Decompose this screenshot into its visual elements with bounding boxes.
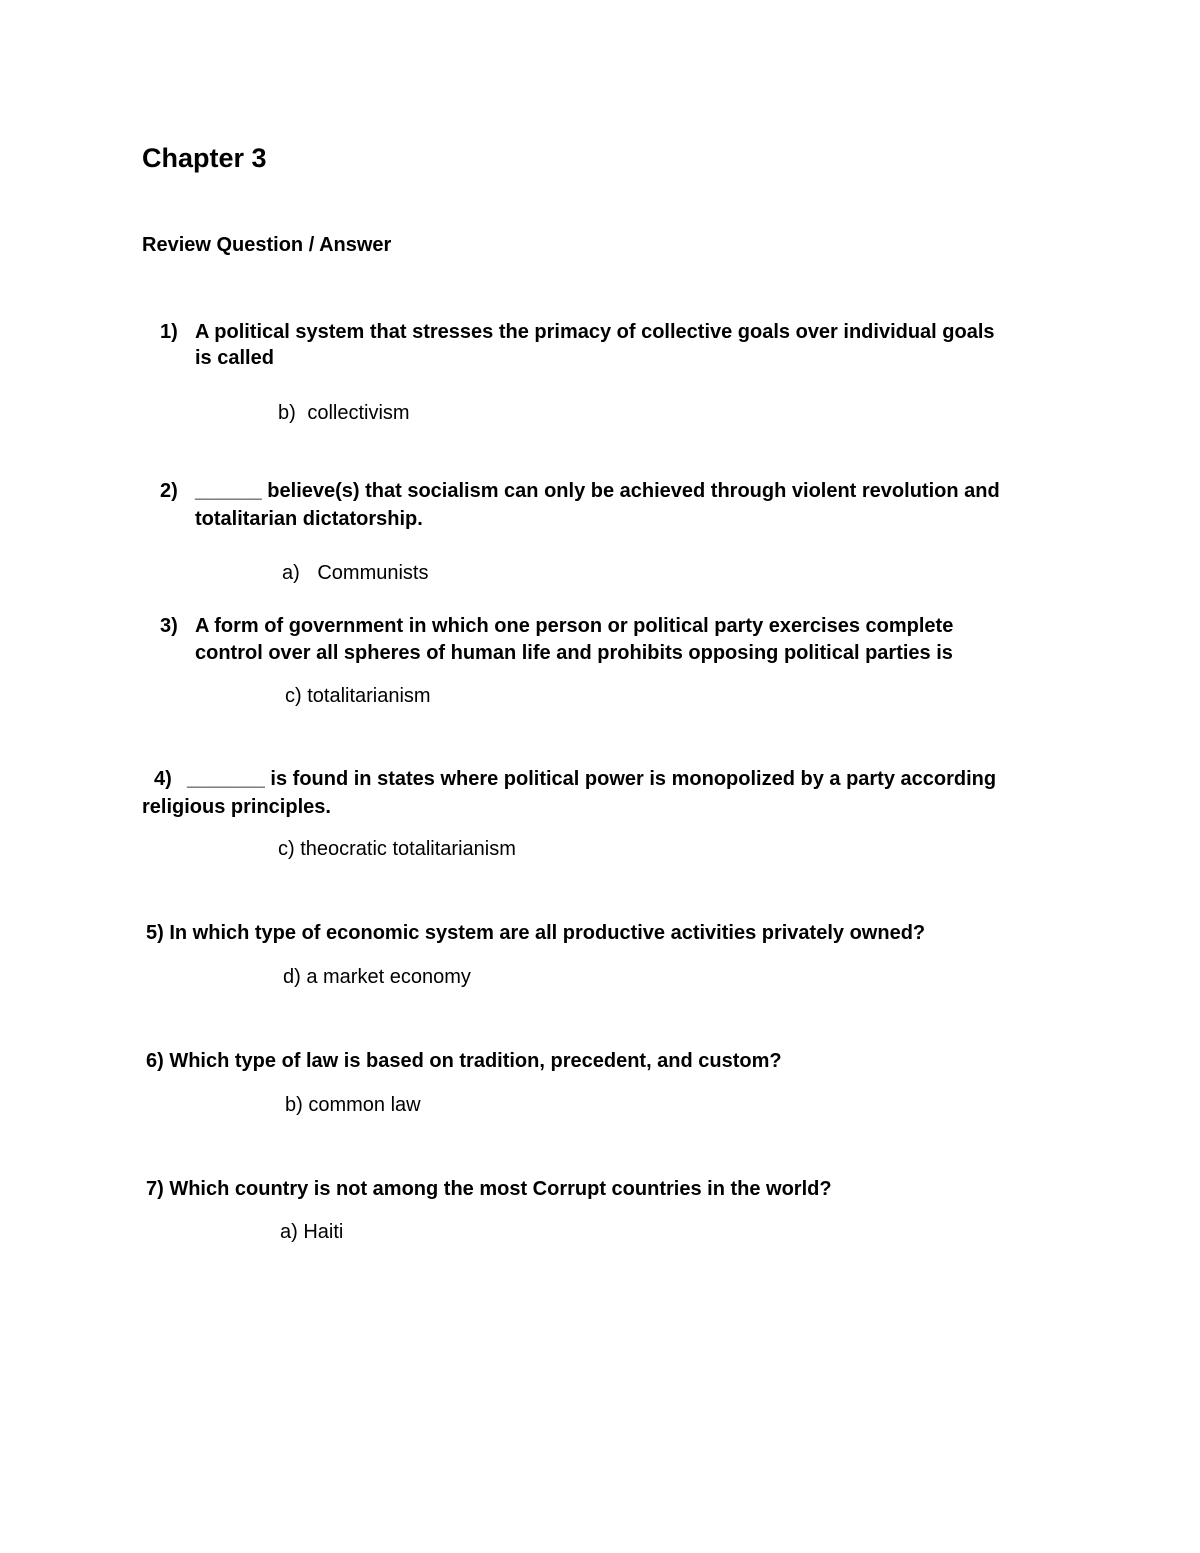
question-5: 5) In which type of economic system are all productive activities privately owned? bbox=[146, 922, 926, 944]
answer-6: b) common law bbox=[285, 1094, 421, 1116]
question-number: 3) bbox=[160, 615, 178, 637]
question-text-line: totalitarian dictatorship. bbox=[195, 508, 423, 530]
question-text-line: is called bbox=[195, 347, 274, 369]
answer-3: c) totalitarianism bbox=[285, 685, 431, 707]
answer-4: c) theocratic totalitarianism bbox=[278, 838, 516, 860]
question-2 bbox=[160, 478, 1080, 532]
question-text-line: A form of government in which one person or political party exercises complete bbox=[195, 615, 954, 637]
question-text-line: _______ is found in states where political power is monopolized by a party according bbox=[187, 768, 997, 790]
answer-text: Communists bbox=[317, 562, 429, 584]
answer-letter: b) bbox=[278, 402, 296, 424]
question-number: 2) bbox=[160, 480, 178, 502]
question-6: 6) Which type of law is based on tradition, precedent, and custom? bbox=[146, 1050, 782, 1072]
question-4 bbox=[142, 766, 1082, 820]
chapter-title: Chapter 3 bbox=[142, 143, 267, 173]
question-1 bbox=[160, 319, 1080, 373]
question-text-line: ______ believe(s) that socialism can only be achieved through violent revolution and bbox=[195, 480, 1000, 502]
question-text-line: A political system that stresses the primacy of collective goals over individual goals bbox=[195, 321, 995, 343]
answer-5: d) a market economy bbox=[283, 966, 471, 988]
question-number: 1) bbox=[160, 321, 178, 343]
answer-1 bbox=[278, 401, 410, 425]
answer-text: collectivism bbox=[307, 402, 410, 424]
answer-2 bbox=[282, 561, 429, 585]
answer-letter: a) bbox=[282, 562, 300, 584]
question-7: 7) Which country is not among the most Corrupt countries in the world? bbox=[146, 1178, 832, 1200]
question-text-line: religious principles. bbox=[142, 796, 331, 818]
section-subtitle: Review Question / Answer bbox=[142, 234, 392, 256]
answer-7: a) Haiti bbox=[280, 1221, 344, 1243]
question-number: 4) bbox=[154, 768, 172, 790]
question-3 bbox=[160, 613, 1080, 667]
question-text-line: control over all spheres of human life and prohibits opposing political parties is bbox=[195, 642, 953, 664]
